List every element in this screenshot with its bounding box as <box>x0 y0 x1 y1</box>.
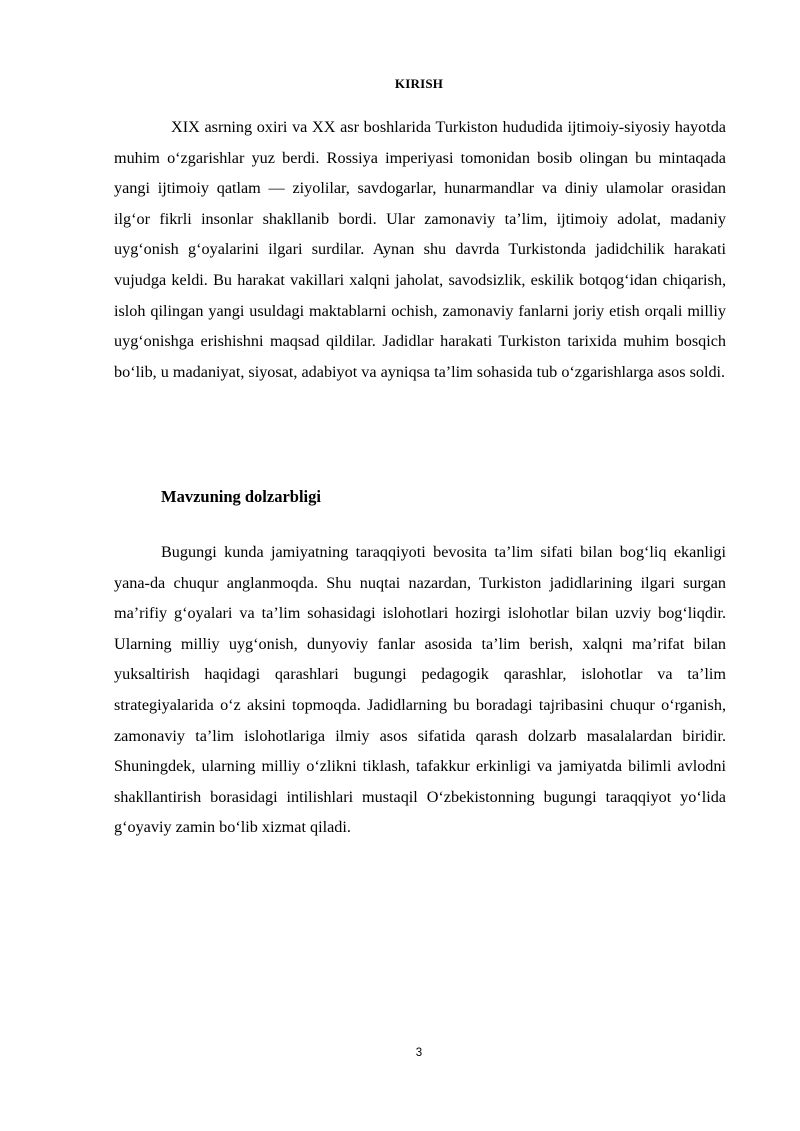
section-heading: Mavzuning dolzarbligi <box>161 487 321 506</box>
section-paragraph: Bugungi kunda jamiyatning taraqqiyoti bevosita ta’lim sifati bilan bog‘liq ekanligi yana-da chuqur anglanmoqda. Shu nuqtai nazardan, Turkiston jadidlarining ilgari surgan ma’rifiy g‘oyalari va ta’lim sohasidagi islohotlari hozirgi islohotlar bilan uzviy bog‘liqdir. Ularning milliy uyg‘onish, dunyoviy fanlar asosida ta’lim berish, xalqni ma’rifat bilan yuksaltirish haqidagi qarashlari bugungi pedagogik qarashlar, islohotlar va ta’lim strategiyalarida o‘z aksini topmoqda. Jadidlarning bu boradagi tajribasini chuqur o‘rganish, zamonaviy ta’lim islohotlariga ilmiy asos sifatida qarash dolzarb masalalardan biridir. Shuningdek, ularning milliy o‘zlikni tiklash, tafakkur erkinligi va jamiyatda bilimli avlodni shakllantirish borasidagi intilishlari mustaqil O‘zbekistonning bugungi taraqqiyot yo‘lida g‘oyaviy zamin bo‘lib xizmat qiladi. <box>114 543 726 837</box>
page-number: 3 <box>415 1047 423 1059</box>
intro-paragraph: XIX asrning oxiri va XX asr boshlarida Turkiston hududida ijtimoiy-siyosiy hayotda muhim o‘zgarishlar yuz berdi. Rossiya imperiyasi tomonidan bosib olingan bu mintaqada yangi ijtimoiy qatlam — ziyolilar, savdogarlar, hunarmandlar va diniy ulamolar orasidan ilg‘or fikrli insonlar shakllanib bordi. Ular zamonaviy ta’lim, ijtimoiy adolat, madaniy uyg‘onish g‘oyalarini ilgari surdilar. Aynan shu davrda Turkistonda jadidchilik harakati vujudga keldi. Bu harakat vakillari xalqni jaholat, savodsizlik, eskilik botqog‘idan chiqarish, isloh qilingan yangi usuldagi maktablarni ochish, zamonaviy fanlarni joriy etish orqali milliy uyg‘onishga erishishni maqsad qildilar. Jadidlar harakati Turkiston tarixida muhim bosqich bo‘lib, u madaniyat, siyosat, adabiyot va ayniqsa ta’lim sohasida tub o‘zgarishlarga asos soldi. <box>114 118 726 381</box>
page-title: KIRISH <box>394 76 444 91</box>
